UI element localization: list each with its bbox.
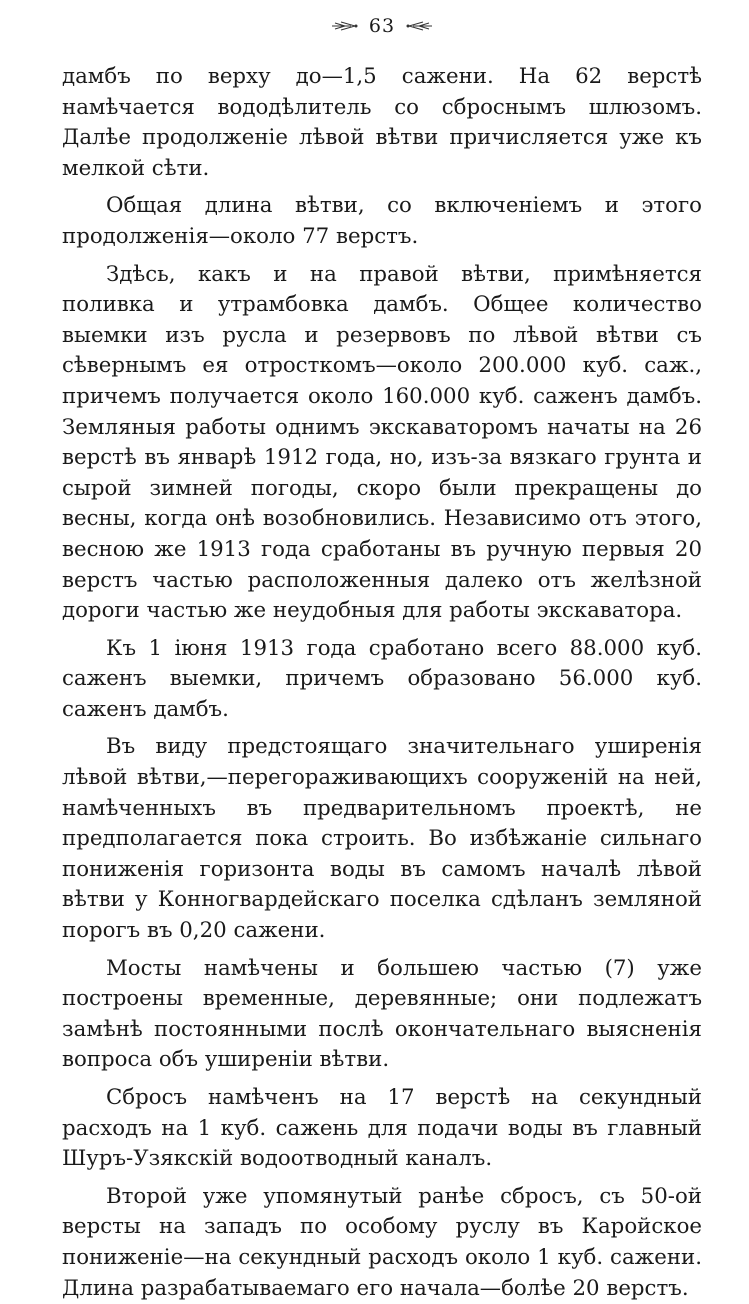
paragraph: Къ 1 іюня 1913 года сработано всего 88.000 куб. саженъ выемки, причемъ образовано 56.000 куб. саженъ дамбъ. — [62, 635, 702, 722]
page-header — [62, 8, 702, 44]
book-page — [62, 8, 702, 1301]
paragraph: Въ виду предстоящаго значительнаго уширенія лѣвой вѣтви,—перегораживающихъ сооруженій на ней, намѣченныхъ въ предварительномъ проектѣ, не предполагается пока строить. Во избѣжаніе сильнаго пониженія горизонта воды въ самомъ началѣ лѣвой вѣтви у Конногвардейскаго поселка сдѣланъ земляной порогъ въ 0,20 сажени. — [62, 734, 702, 944]
left-ornament-icon — [331, 20, 359, 32]
right-ornament-icon — [405, 20, 433, 32]
body-text — [62, 62, 702, 1304]
paragraph: Общая длина вѣтви, со включеніемъ и этого продолженія—около 77 верстъ. — [62, 193, 702, 249]
paragraph: Сбросъ намѣченъ на 17 верстѣ на секундный расходъ на 1 куб. сажень для подачи воды въ главный Шуръ-Узякскій водоотводный каналъ. — [62, 1085, 702, 1172]
page-number: 63 — [368, 15, 396, 37]
paragraph: дамбъ по верху до—1,5 сажени. На 62 верстѣ намѣчается вододѣлитель со сброснымъ шлюзомъ. Далѣе продолженіе лѣвой вѣтви причисляется уже къ мелкой сѣти. — [62, 64, 702, 181]
paragraph: Мосты намѣчены и большею частью (7) уже построены временные, деревянные; они подлежатъ замѣнѣ постоянными послѣ окончательнаго выясненія вопроса объ уширеніи вѣтви. — [62, 955, 702, 1073]
paragraph: Второй уже упомянутый ранѣе сбросъ, съ 50-ой версты на западъ по особому руслу въ Каройское пониженіе—на секундный расходъ около 1 куб. сажени. Длина разрабатываемаго его начала—болѣе 20 верстъ. — [62, 1183, 702, 1301]
paragraph: Здѣсь, какъ и на правой вѣтви, примѣняется поливка и утрамбовка дамбъ. Общее количество выемки изъ русла и резервовъ по лѣвой вѣтви съ сѣвернымъ ея отросткомъ—около 200.000 куб. саж., причемъ получается около 160.000 куб. саженъ дамбъ. Земляныя работы однимъ экскаваторомъ начаты на 26 верстѣ въ январѣ 1912 года, но, изъ-за вязкаго грунта и сырой зимней погоды, скоро были прекращены до весны, когда онѣ возобновились. Независимо отъ этого, весною же 1913 года сработаны въ ручную первыя 20 верстъ частью расположенныя далеко отъ желѣзной дороги частью же неудобныя для работы экскаватора. — [62, 261, 702, 624]
